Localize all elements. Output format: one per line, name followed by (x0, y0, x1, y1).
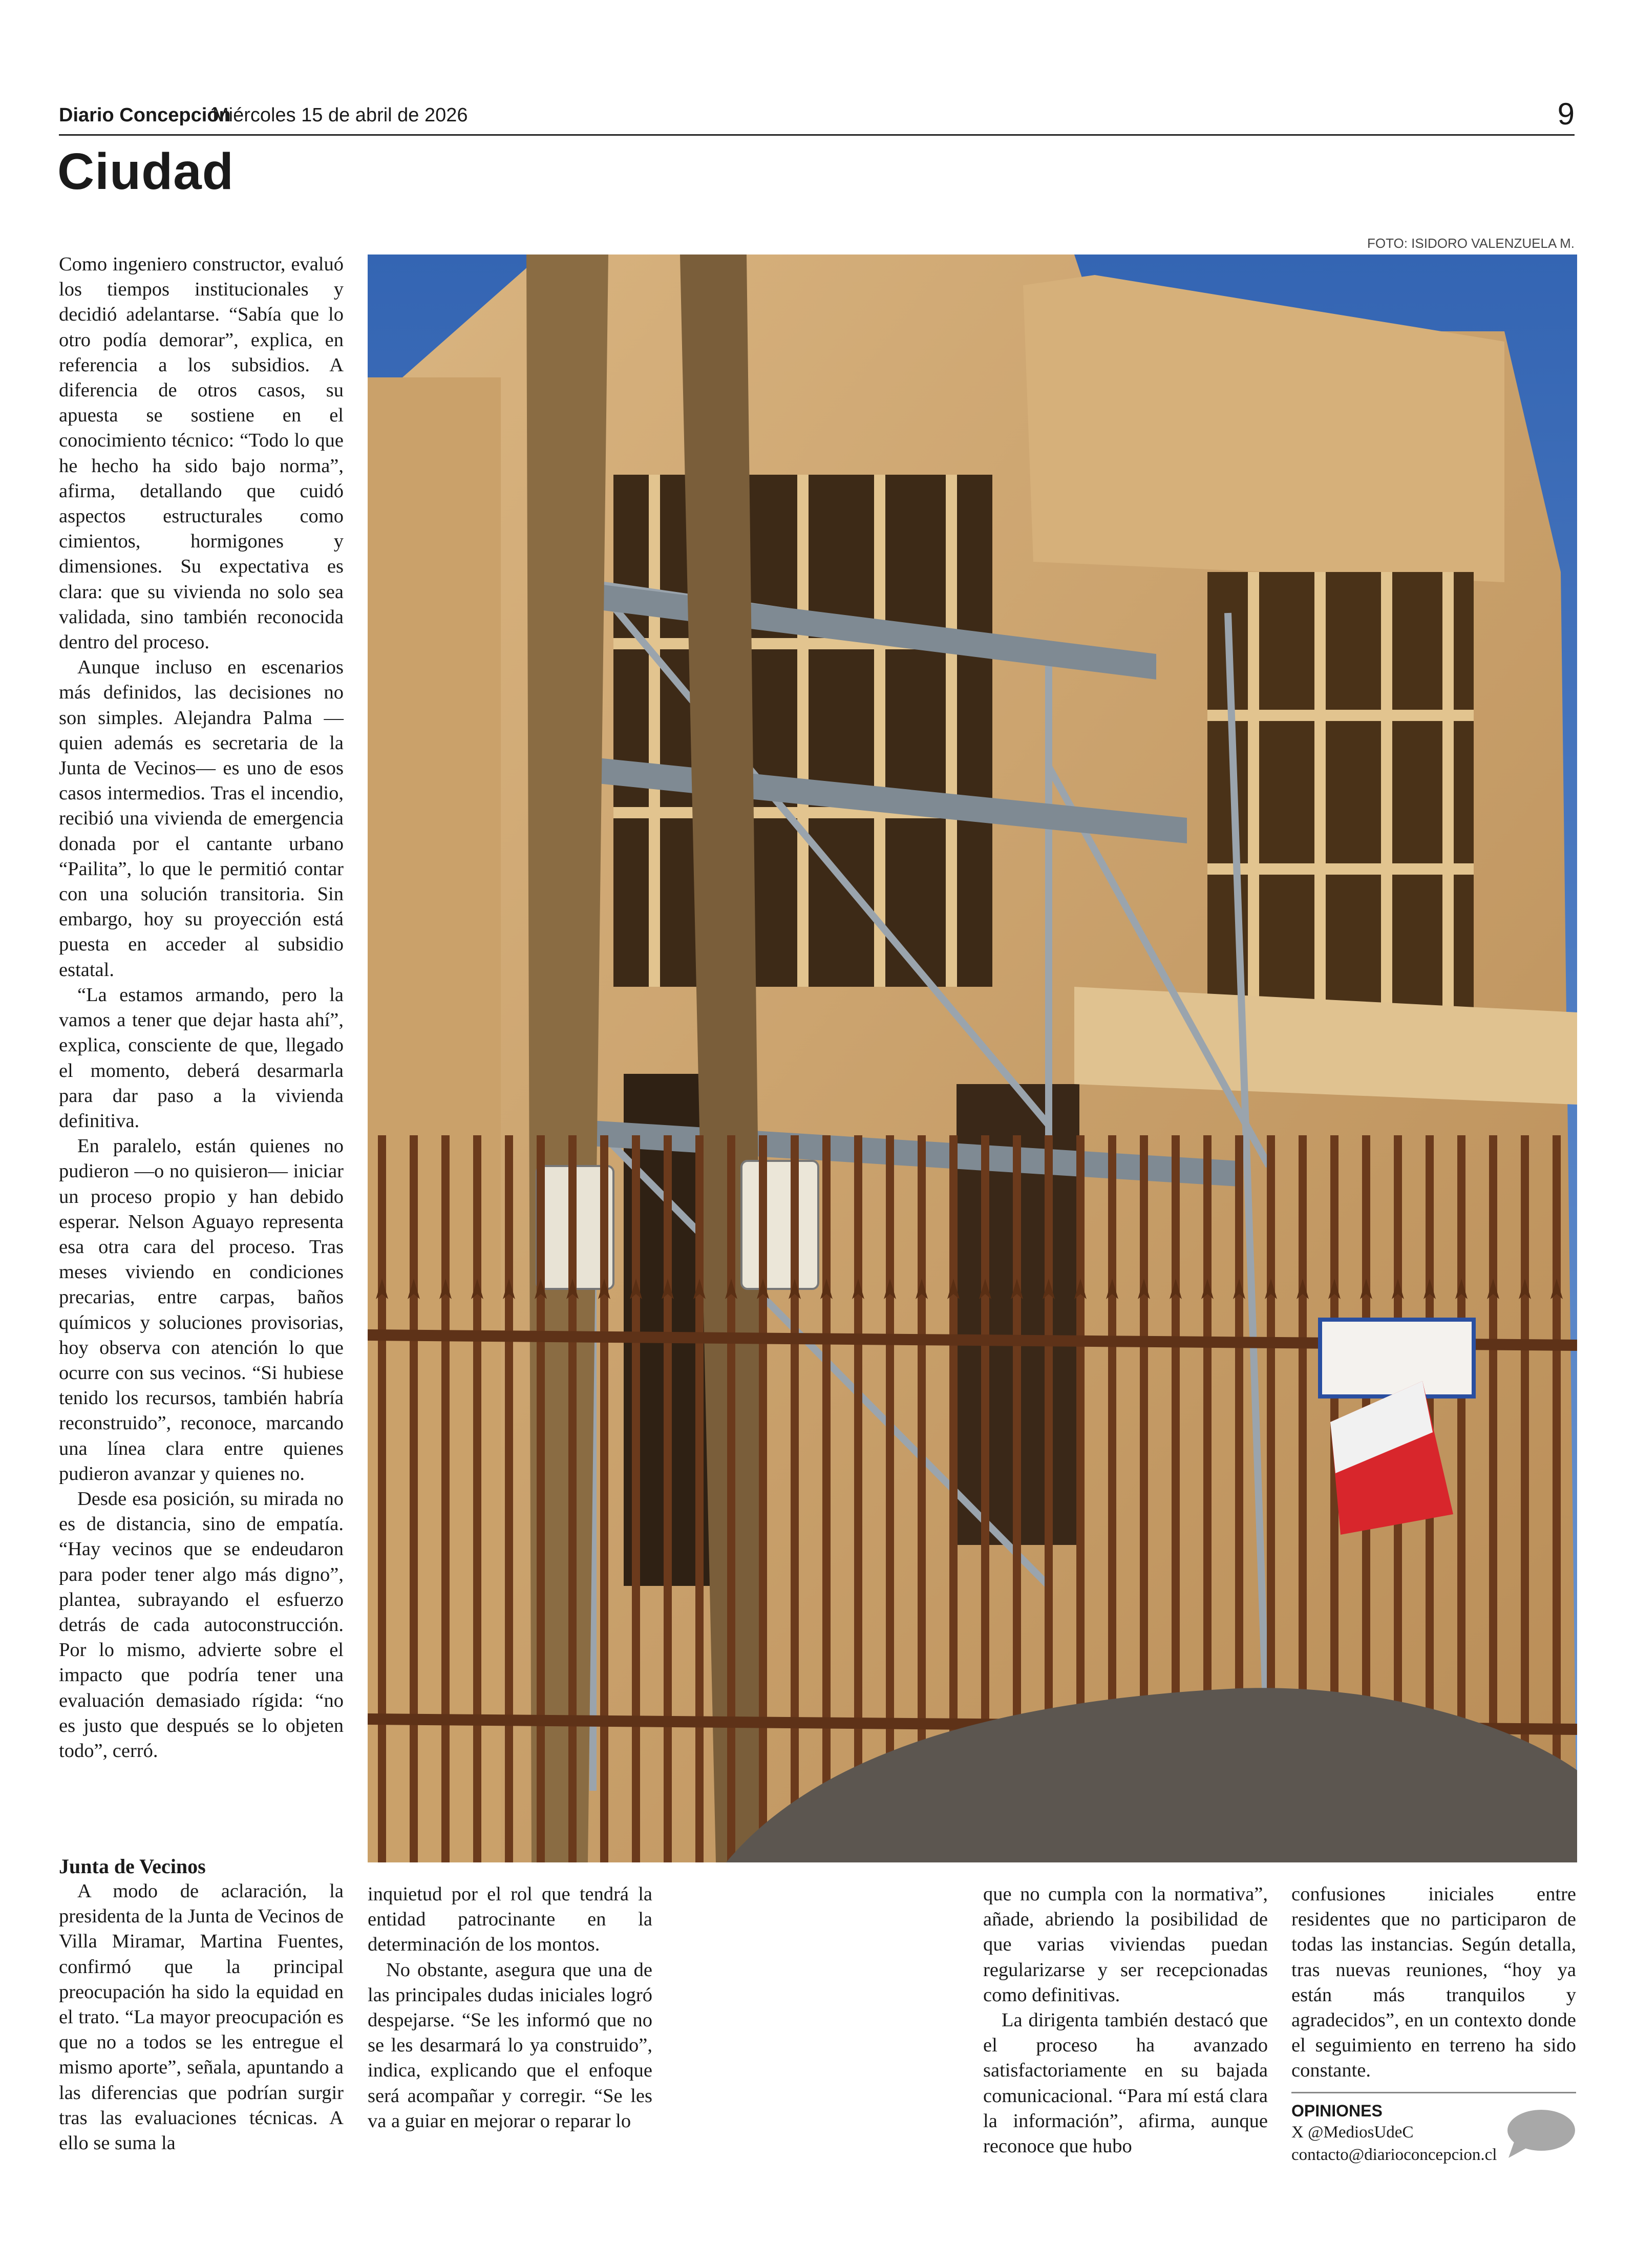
article-column-2 (59, 1854, 344, 2156)
paragraph: confusiones iniciales entre residentes que no participaron de todas las instancias. Según detalla, tras nuevas reuniones, “hoy ya están más tranquilos y agradecidos”, en un contexto donde el seguimiento en terreno ha sido constante. (1291, 1883, 1576, 2082)
construction-photo (368, 255, 1577, 1862)
issue-date: Miércoles 15 de abril de 2026 (213, 104, 468, 126)
opinions-title: OPINIONES (1291, 2102, 1383, 2120)
speech-bubble-icon (1504, 2109, 1576, 2160)
paragraph: Como ingeniero constructor, evaluó los tiempos institucionales y decidió adelantarse. “Sabía que lo otro podía demorar”, explica, en referencia a los subsidios. A diferencia de otros casos, su apuesta se sostiene en el conocimiento técnico: “Todo lo que he hecho ha sido bajo norma”, afirma, detallando que cuidó aspectos estructurales como cimientos, hormigones y dimensiones. Su expectativa es clara: que su vivienda no solo sea validada, sino también reconocida dentro del proceso. (59, 253, 344, 653)
subheading: Junta de Vecinos (59, 1855, 206, 1878)
paragraph: La dirigenta también destacó que el proceso ha avanzado satisfactoriamente en su bajada comunicacional. “Para mí está clara la información”, afirma, aunque reconoce que hubo (983, 2009, 1268, 2157)
article-column-1 (59, 252, 344, 1901)
social-handle[interactable]: X @MediosUdeC (1291, 2123, 1414, 2142)
contact-email[interactable]: contacto@diarioconcepcion.cl (1291, 2146, 1497, 2164)
paragraph: No obstante, asegura que una de las principales dudas iniciales logró despejarse. “Se les informó que no se les desarmará lo ya construido”, indica, explicando que el enfoque será acompañar y corregir. “Se les va a guiar en mejorar o reparar lo (368, 1959, 652, 2132)
photo-credit: FOTO: ISIDORO VALENZUELA M. (1367, 236, 1575, 251)
opinions-box (1291, 2092, 1576, 2166)
article-column-5 (1291, 1882, 1576, 2084)
page-number: 9 (1557, 97, 1575, 131)
newspaper-name: Diario Concepción (59, 104, 231, 126)
article-column-4 (983, 1882, 1268, 2159)
paragraph: Aunque incluso en escenarios más definidos, las decisiones no son simples. Alejandra Palma —quien además es secretaria de la Junta de Vecinos— es uno de esos casos intermedios. Tras el incendio, recibió una vivienda de emergencia donada por el cantante urbano “Pailita”, lo que le permitió contar con una solución transitoria. Sin embargo, hoy su proyección está puesta en acceder al subsidio estatal. (59, 656, 344, 981)
paragraph: A modo de aclaración, la presidenta de la Junta de Vecinos de Villa Miramar, Martina Fuentes, confirmó que la principal preocupación ha sido la equidad en el trato. “La mayor preocupación es que no a todos se les entregue el mismo aporte”, señala, apuntando a las diferencias que podrían surgir tras las evaluaciones técnicas. A ello se suma la (59, 1880, 344, 2154)
article-column-3 (368, 1882, 652, 2134)
page-header (59, 97, 1575, 136)
construction-photo-icon (368, 255, 1577, 1862)
paragraph: Desde esa posición, su mirada no es de distancia, sino de empatía. “Hay vecinos que se endeudaron para poder tener algo más digno”, plantea, subrayando el esfuerzo detrás de cada autoconstrucción. Por lo mismo, advierte sobre el impacto que podría tener una evaluación demasiado rígida: “no es justo que después se lo objeten todo”, cerró. (59, 1488, 344, 1762)
paragraph: “La estamos armando, pero la vamos a tener que dejar hasta ahí”, explica, consciente de que, llegado el momento, deberá desarmarla para dar paso a la vivienda definitiva. (59, 984, 344, 1132)
paragraph: En paralelo, están quienes no pudieron —o no quisieron— iniciar un proceso propio y han debido esperar. Nelson Aguayo representa esa otra cara del proceso. Tras meses viviendo en condiciones precarias, entre carpas, baños químicos y soluciones provisorias, hoy observa con atención lo que ocurre con sus vecinos. “Si hubiese tenido los recursos, también habría reconstruido”, reconoce, marcando una línea clara entre quienes pudieron avanzar y quienes no. (59, 1135, 344, 1485)
paragraph: inquietud por el rol que tendrá la entidad patrocinante en la determinación de los montos. (368, 1883, 652, 1956)
section-title: Ciudad (57, 143, 234, 200)
paragraph: que no cumpla con la normativa”, añade, abriendo la posibilidad de que varias viviendas puedan regularizarse y ser recepcionadas como definitivas. (983, 1883, 1268, 2006)
